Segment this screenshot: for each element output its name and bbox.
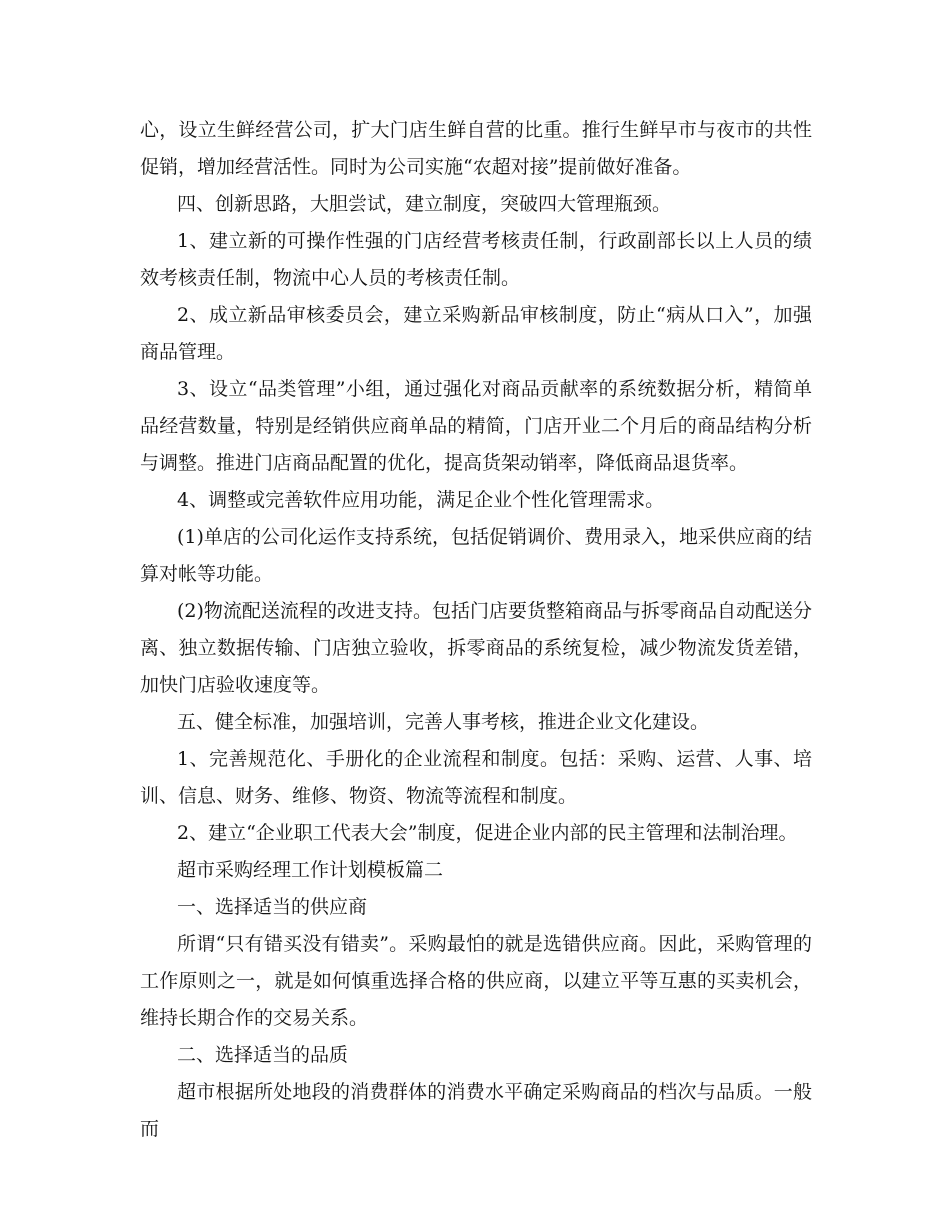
paragraph: 心，设立生鲜经营公司，扩大门店生鲜自营的比重。推行生鲜早市与夜市的共性促销，增加经营活性。同时为公司实施“农超对接”提前做好准备。: [140, 119, 812, 178]
paragraph: 超市根据所处地段的消费群体的消费水平确定采购商品的档次与品质。一般而: [140, 1081, 812, 1140]
document-body: [140, 112, 812, 1148]
paragraph: 所谓“只有错买没有错卖”。采购最怕的就是选错供应商。因此，采购管理的工作原则之一，就是如何慎重选择合格的供应商，以建立平等互惠的买卖机会，维持长期合作的交易关系。: [140, 933, 812, 1029]
section-heading: 五、健全标准，加强培训，完善人事考核，推进企业文化建设。: [177, 711, 710, 733]
paragraph: 3、设立“品类管理”小组，通过强化对商品贡献率的系统数据分析，精简单品经营数量，特别是经销供应商单品的精简，门店开业二个月后的商品结构分析与调整。推进门店商品配置的优化，提高货架动销率，降低商品退货率。: [140, 378, 812, 474]
paragraph: 4、调整或完善软件应用功能，满足企业个性化管理需求。: [177, 489, 665, 511]
section-heading: 一、选择适当的供应商: [177, 896, 368, 918]
paragraph: 2、建立“企业职工代表大会”制度，促进企业内部的民主管理和法制治理。: [177, 822, 798, 844]
paragraph: (1)单店的公司化运作支持系统，包括促销调价、费用录入，地采供应商的结算对帐等功能。: [140, 526, 812, 585]
paragraph: 1、建立新的可操作性强的门店经营考核责任制，行政副部长以上人员的绩效考核责任制，物流中心人员的考核责任制。: [140, 230, 812, 289]
paragraph: 2、成立新品审核委员会，建立采购新品审核制度，防止“病从口入”，加强商品管理。: [140, 304, 812, 363]
paragraph: 1、完善规范化、手册化的企业流程和制度。包括：采购、运营、人事、培训、信息、财务、维修、物资、物流等流程和制度。: [140, 748, 812, 807]
paragraph: (2)物流配送流程的改进支持。包括门店要货整箱商品与拆零商品自动配送分离、独立数据传输、门店独立验收，拆零商品的系统复检，减少物流发货差错，加快门店验收速度等。: [140, 600, 812, 696]
section-heading: 四、创新思路，大胆尝试，建立制度，突破四大管理瓶颈。: [177, 193, 672, 215]
document-subtitle: 超市采购经理工作计划模板篇二: [177, 859, 444, 881]
section-heading: 二、选择适当的品质: [177, 1044, 349, 1066]
